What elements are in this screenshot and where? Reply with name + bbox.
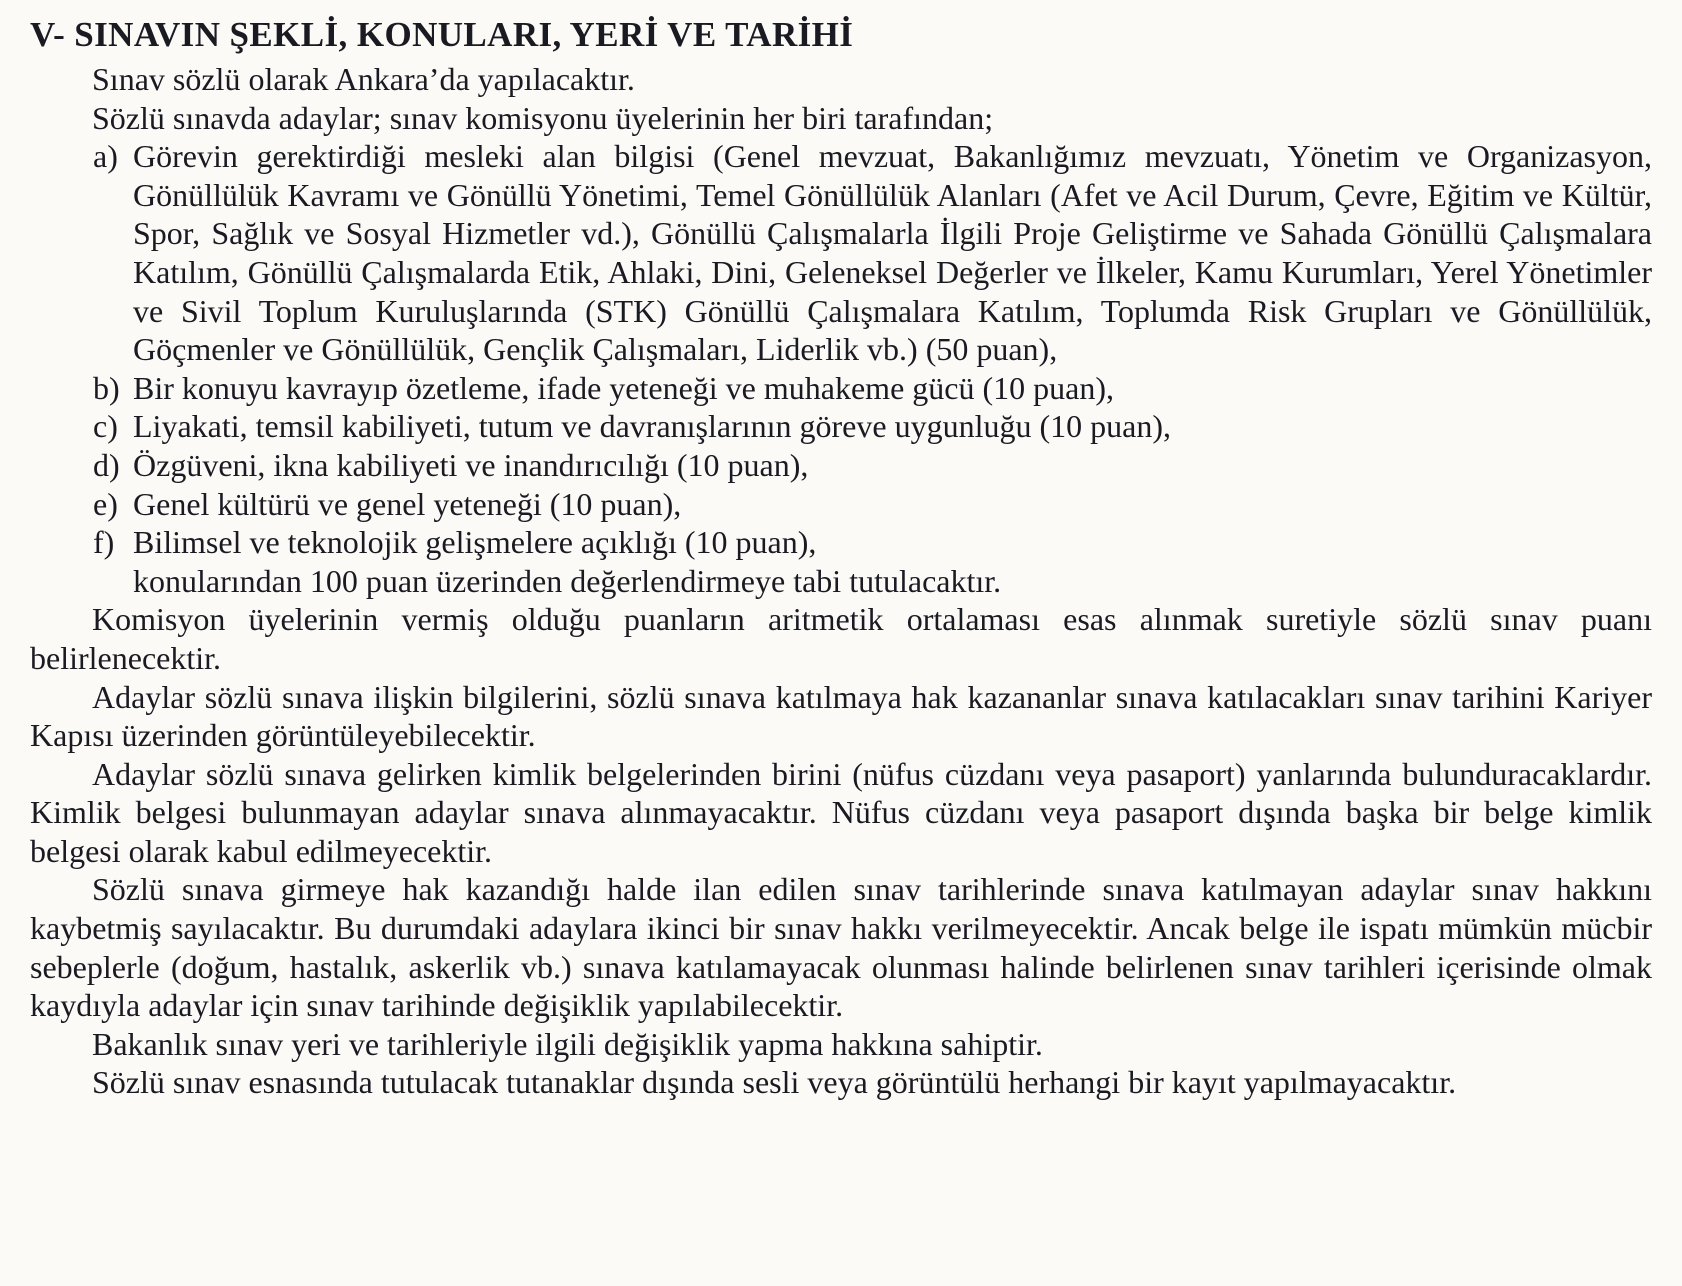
list-marker-c: c) [93,408,118,445]
document-body [30,60,1652,1102]
list-marker-a: a) [93,138,118,175]
body-paragraph-1: Komisyon üyelerinin vermiş olduğu puanların aritmetik ortalaması esas alınmak suretiyle sözlü sınav puanı belirlenecektir. [30,601,1652,676]
list-item [30,137,1652,369]
list-item [30,485,1652,524]
list-item-text-c: Liyakati, temsil kabiliyeti, tutum ve davranışlarının göreve uygunluğu (10 puan), [133,408,1171,445]
list-marker-f: f) [93,524,115,561]
list-item-text-a: Görevin gerektirdiği mesleki alan bilgisi (Genel mevzuat, Bakanlığımız mevzuatı, Yönetim ve Organizasyon, Gönüllülük Kavramı ve Gönüllü Yönetimi, Temel Gönüllülük Alanları (Afet ve Acil Durum, Çevre, Eğitim ve Kültür, Spor, Sağlık ve Sosyal Hizmetler vd.), Gönüllü Çalışmalarla İlgili Proje Geliştirme ve Sahada Gönüllü Çalışmalara Katılım, Gönüllü Çalışmalarda Etik, Ahlaki, Dini, Geleneksel Değerler ve İlkeler, Kamu Kurumları, Yerel Yönetimler ve Sivil Toplum Kuruluşlarında (STK) Gönüllü Çalışmalara Katılım, Toplumda Risk Grupları ve Gönüllülük, Göçmenler ve Gönüllülük, Gençlik Çalışmaları, Liderlik vb.) (50 puan), [133,138,1652,368]
list-item-text-d: Özgüveni, ikna kabiliyeti ve inandırıcılığı (10 puan), [133,446,809,483]
page-title: V- SINAVIN ŞEKLİ, KONULARI, YERİ VE TARİHİ [30,15,854,54]
list-item [30,369,1652,408]
list-marker-e: e) [93,485,118,522]
list-marker-d: d) [93,446,120,483]
list-item [30,523,1652,562]
list-item-text-e: Genel kültürü ve genel yeteneği (10 puan), [133,485,682,522]
intro-paragraph-1: Sınav sözlü olarak Ankara’da yapılacaktır. [92,61,635,97]
body-paragraph-6: Sözlü sınav esnasında tutulacak tutanaklar dışında sesli veya görüntülü herhangi bir kayıt yapılmayacaktır. [92,1064,1457,1101]
list-item-text-b: Bir konuyu kavrayıp özetleme, ifade yeteneği ve muhakeme gücü (10 puan), [133,369,1114,406]
list-closing-line: konularından 100 puan üzerinden değerlendirmeye tabi tutulacaktır. [133,562,1002,599]
criteria-list [30,137,1652,562]
list-item-text-f: Bilimsel ve teknolojik gelişmelere açıklığı (10 puan), [133,524,817,561]
body-paragraph-5: Bakanlık sınav yeri ve tarihleriyle ilgili değişiklik yapma hakkına sahiptir. [92,1025,1043,1062]
body-paragraph-4: Sözlü sınava girmeye hak kazandığı halde ilan edilen sınav tarihlerinde sınava katılmayan adaylar sınav hakkını kaybetmiş sayılacaktır. Bu durumdaki adaylara ikinci bir sınav hakkı verilmeyecektir. Ancak belge ile ispatı mümkün mücbir sebeplerle (doğum, hastalık, askerlik vb.) sınava katılamayacak olunması halinde belirlenen sınav tarihleri içerisinde olmak kaydıyla adaylar için sınav tarihinde değişiklik yapılabilecektir. [30,871,1652,1024]
body-paragraph-2: Adaylar sözlü sınava ilişkin bilgilerini, sözlü sınava katılmaya hak kazananlar sınava katılacakları sınav tarihini Kariyer Kapısı üzerinden görüntüleyebilecektir. [30,678,1652,754]
list-marker-b: b) [93,369,120,406]
list-item [30,407,1652,446]
intro-paragraph-2: Sözlü sınavda adaylar; sınav komisyonu üyelerinin her biri tarafından; [92,99,994,136]
body-paragraph-3: Adaylar sözlü sınava gelirken kimlik belgelerinden birini (nüfus cüzdanı veya pasaport) yanlarında bulunduracaklardır. Kimlik belgesi bulunmayan adaylar sınava alınmayacaktır. Nüfus cüzdanı veya pasaport dışında başka bir belge kimlik belgesi olarak kabul edilmeyecektir. [30,755,1652,869]
list-item [30,446,1652,485]
